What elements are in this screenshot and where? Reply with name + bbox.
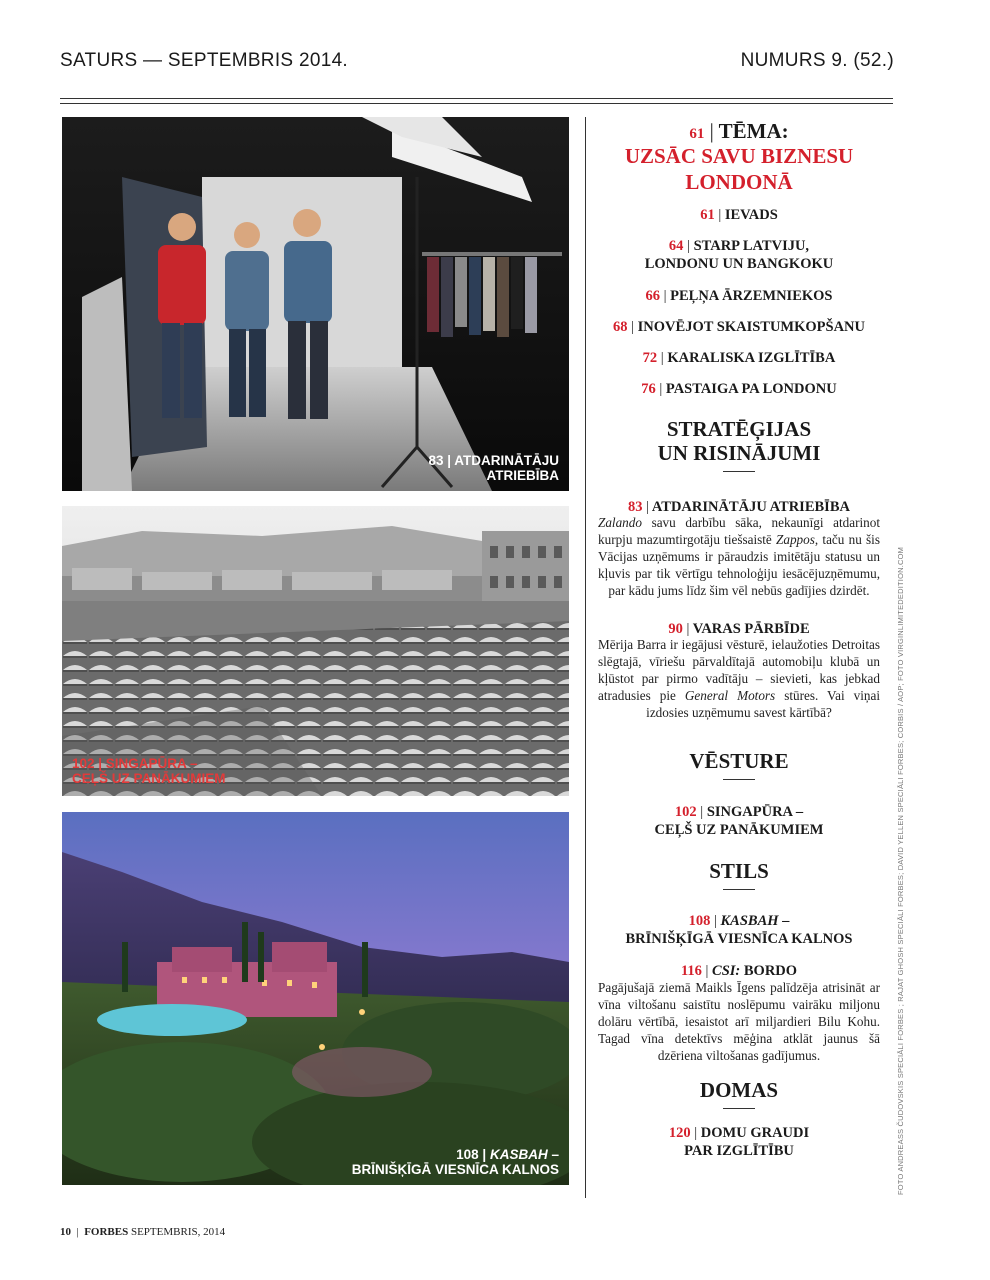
footer-brand: FORBES (84, 1226, 129, 1238)
toc-entry[interactable]: 120 | DOMU GRAUDI PAR IZGLĪTĪBU (668, 1125, 810, 1159)
founders-photo[interactable] (62, 117, 569, 491)
kasbah-caption: 108 | KASBAH – BRĪNIŠĶĪGĀ VIESNĪCA KALNOS (351, 1147, 559, 1177)
heading-underline (723, 779, 755, 780)
toc-entry[interactable]: 108 | KASBAH – BRĪNIŠĶĪGĀ VIESNĪCA KALNOS (625, 913, 853, 947)
toc-entry[interactable]: 83 | ATDARINĀTĀJU ATRIEBĪBA (628, 499, 850, 515)
toc-entry-description: Zalando savu darbību sāka, nekaunīgi atdarinot kurpju mazumtirgotāju tiešsaistē Zappos, taču nu šis Vācijas uzņēmums ir pāraudzis imitētāju statusu un kļuvis par tik vērtīgu tehnoloģiju iesācējuzņēmumu, par kādu jums līdz šim vēl nebūs gadījies dzirdēt. (598, 515, 880, 598)
header-rule-top (60, 98, 893, 99)
toc-entry[interactable]: 102 | SINGAPŪRA – CEĻŠ UZ PANĀKUMIEM (654, 804, 824, 838)
issue-number-header: NUMURS 9. (52.) (740, 50, 894, 71)
page-number: 10 (60, 1226, 71, 1238)
heading-underline (723, 889, 755, 890)
footer-date: SEPTEMBRIS, 2014 (130, 1226, 226, 1238)
section-heading-strategies: STRATĒĢIJAS UN RISINĀJUMI (598, 417, 880, 472)
theme-heading[interactable]: 61 | TĒMA: (689, 119, 789, 143)
singapore-caption: 102 | SINGAPŪRA – CEĻŠ UZ PANĀKUMIEM (72, 756, 226, 786)
column-divider (585, 117, 586, 1198)
toc-entry-description: Pagājušajā ziemā Maikls Īgens palīdzēja atrisināt ar vīna viltošanu saistītu noslēpumu vairāku miljonu dolāru vērtībā, iesaistot arī miljardieri Bilu Kohu. Tagad vīna detektīvs mēģina atklāt jaunus šā dzēriena viltošanas gadījumus. (598, 980, 880, 1063)
kasbah-photo-art (62, 812, 569, 1185)
singapore-photo-art (62, 506, 569, 796)
founders-caption: 83 | ATDARINĀTĀJU ATRIEBĪBA (428, 453, 559, 483)
footer-separator: | (76, 1226, 79, 1238)
toc-entry-description: Mērija Barra ir iegājusi vēsturē, ielaužoties Detroitas slēgtajā, vīriešu pārvaldītajā automobiļu klubā un kļūstot par pirmo vadītāju – sievieti, kas jebkad atradusies pie General Motors stūres. Vai viņai izdosies uzņēmumu savest kārtībā? (598, 637, 880, 720)
theme-title: UZSĀC SAVU BIZNESU LONDONĀ (624, 144, 854, 194)
kasbah-photo[interactable] (62, 812, 569, 1185)
page-footer (60, 1226, 225, 1238)
toc-entry[interactable]: 90 | VARAS PĀRBĪDE (668, 621, 810, 637)
section-heading-style: STILS (598, 859, 880, 890)
toc-entry[interactable]: 76 | PASTAIGA PA LONDONU (641, 381, 837, 397)
toc-entry[interactable]: 116 | CSI: BORDO (680, 963, 798, 979)
heading-underline (723, 1108, 755, 1109)
toc-entry[interactable]: 72 | KARALISKA IZGLĪTĪBA (642, 350, 836, 366)
singapore-photo[interactable] (62, 506, 569, 796)
section-heading-history: VĒSTURE (598, 749, 880, 780)
heading-underline (723, 471, 755, 472)
photo-credits: FOTO ANDREASS ČUDOVSKIS SPECIĀLI FORBES ; RAJAT GHOSH SPECIĀLI FORBES; DAVID YELLEN SPECIĀLI FORBES; CORBIS / AOP; FOTO VIRGINLIMITEDEDITION.COM (896, 546, 905, 1195)
toc-entry[interactable]: 68 | INOVĒJOT SKAISTUMKOPŠANU (613, 319, 865, 335)
header-rule-bottom (60, 103, 893, 104)
issue-date-header: SATURS — SEPTEMBRIS 2014. (60, 50, 349, 71)
toc-entry[interactable]: 61 | IEVADS (700, 207, 778, 223)
founders-photo-art (62, 117, 569, 491)
toc-entry[interactable]: 64 | STARP LATVIJU, LONDONU UN BANGKOKU (644, 238, 834, 272)
toc-entry[interactable]: 66 | PEĻŅA ĀRZEMNIEKOS (645, 288, 833, 304)
section-heading-ideas: DOMAS (598, 1078, 880, 1109)
